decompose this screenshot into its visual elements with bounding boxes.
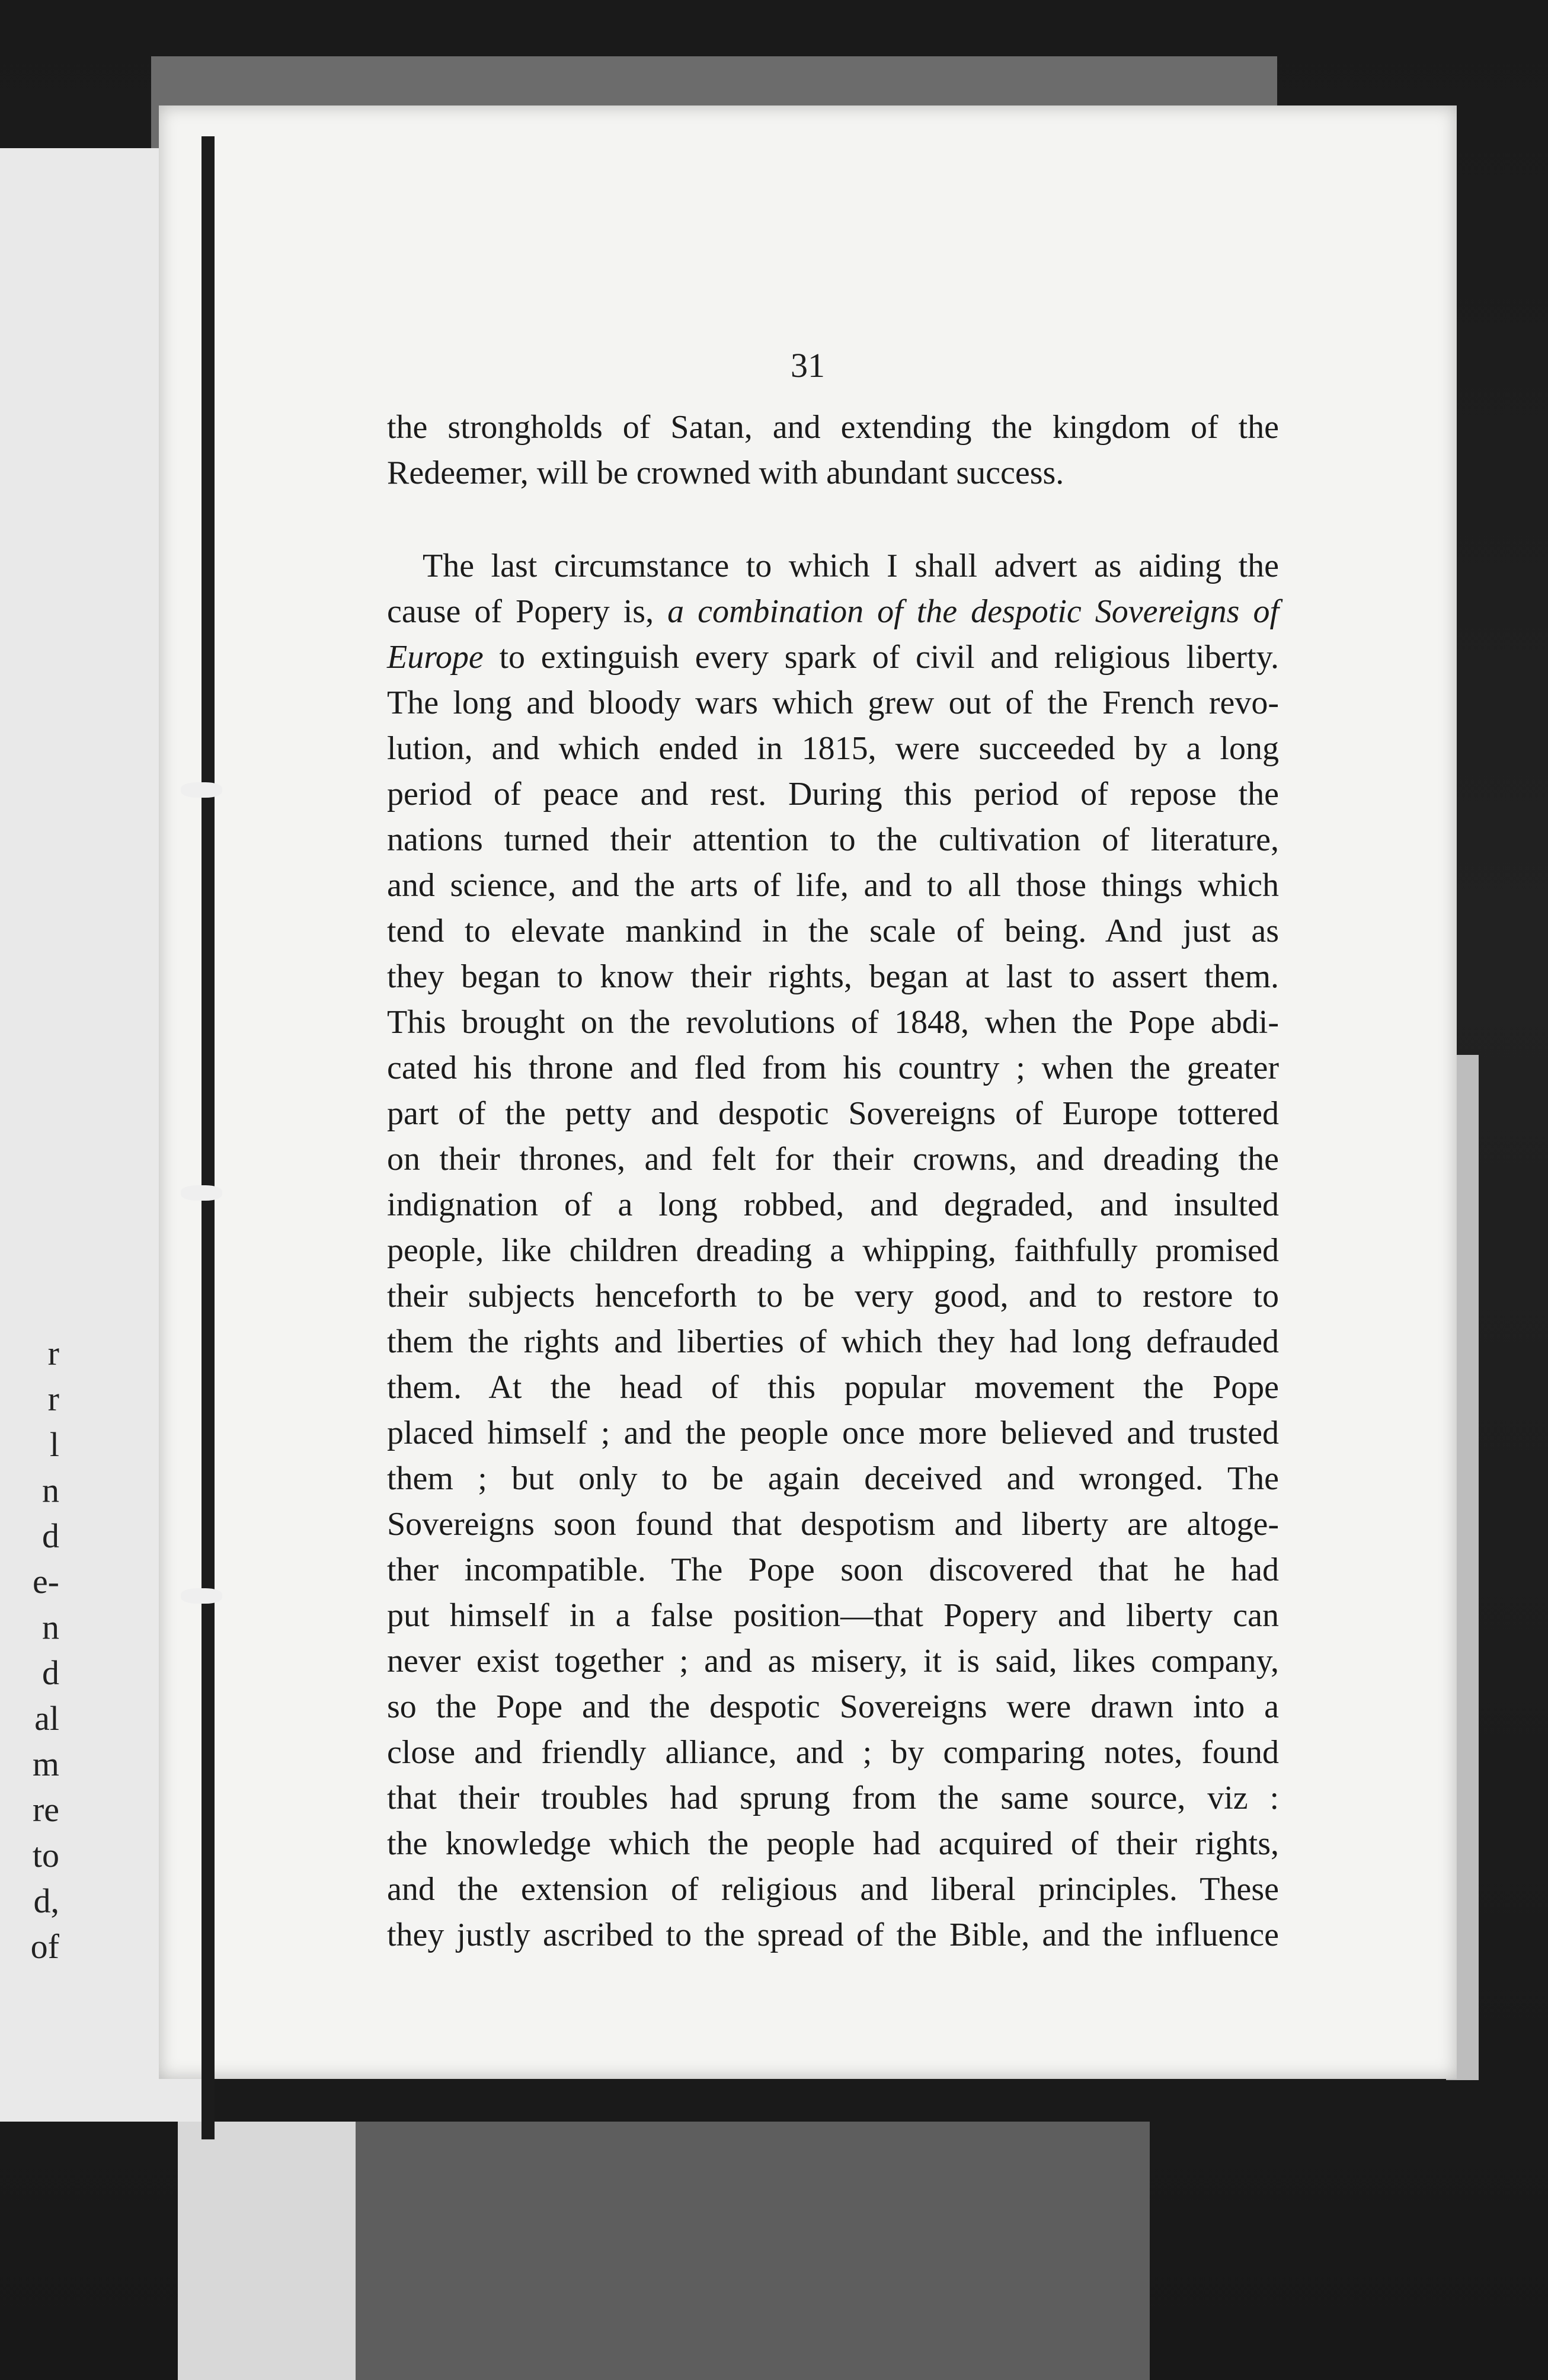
left-page-fragment: r [47,1334,59,1373]
text-line: so the Pope and the despotic Sovereigns were drawn into a [387,1688,1279,1725]
left-page-fragment: d [42,1653,59,1692]
left-page-fragment: d [42,1517,59,1555]
text-line: them the rights and liberties of which they had long defrauded [387,1323,1279,1360]
text-span: cause of Popery is, [387,593,668,630]
left-page-fragment: r [47,1380,59,1418]
italic-emphasis: Europe [387,639,484,676]
text-line: Redeemer, will be crowned with abundant success. [387,455,1064,491]
text-line: the strongholds of Satan, and extending the kingdom of the [387,409,1279,446]
text-line: that their troubles had sprung from the same source, viz : [387,1780,1279,1816]
text-span: to extinguish every spark of civil and religious liberty. [483,639,1279,676]
text-line: This brought on the revolutions of 1848, when the Pope abdi- [387,1004,1279,1041]
left-page-fragment: e- [32,1562,59,1601]
left-page-fragment: of [30,1927,59,1966]
left-page-fragment: d, [33,1882,59,1920]
text-line: The long and bloody wars which grew out of the French revo- [387,684,1279,721]
left-page-fragment: re [32,1790,59,1829]
left-page-fragment: to [32,1836,59,1874]
left-page-fragment: al [34,1699,59,1738]
text-line: The last circumstance to which I shall advert as aiding the [423,548,1279,584]
binding-stitch [181,782,222,798]
text-line: their subjects henceforth to be very good, and to restore to [387,1278,1279,1314]
text-line: Sovereigns soon found that despotism and liberty are altoge- [387,1506,1279,1543]
text-line: and the extension of religious and liberal principles. These [387,1871,1279,1908]
left-page-fragment: l [49,1425,59,1464]
text-line: nations turned their attention to the cultivation of literature, [387,821,1279,858]
left-page-fragment: n [42,1608,59,1646]
paragraph-gap [387,496,1279,543]
text-line: they justly ascribed to the spread of the Bible, and the influence [387,1917,1279,1953]
text-line: part of the petty and despotic Sovereigns of Europe tottered [387,1095,1279,1132]
left-page-fragment: n [42,1471,59,1509]
text-line: lution, and which ended in 1815, were succeeded by a long [387,730,1279,767]
text-line: they began to know their rights, began at last to assert them. [387,958,1279,995]
text-line: placed himself ; and the people once more believed and trusted [387,1415,1279,1451]
text-line: close and friendly alliance, and ; by comparing notes, found [387,1734,1279,1771]
text-line: the knowledge which the people had acquired of their rights, [387,1825,1279,1862]
page-number: 31 [791,346,825,385]
text-line: and science, and the arts of life, and to all those things which [387,867,1279,904]
page-body-text [387,405,1279,1958]
text-line: on their thrones, and felt for their crowns, and dreading the [387,1141,1279,1178]
text-line: put himself in a false position—that Popery and liberty can [387,1597,1279,1634]
book-page [159,105,1457,2079]
text-line: indignation of a long robbed, and degraded, and insulted [387,1186,1279,1223]
italic-emphasis: a combination of the despotic Sovereigns of [667,593,1279,630]
text-line: them ; but only to be again deceived and wronged. The [387,1460,1279,1497]
text-line: them. At the head of this popular movement the Pope [387,1369,1279,1406]
binding-stitch [181,1588,222,1604]
text-line: ther incompatible. The Pope soon discovered that he had [387,1552,1279,1588]
text-line: tend to elevate mankind in the scale of being. And just as [387,913,1279,949]
book-binding [202,136,215,2139]
text-line [387,589,1279,635]
left-page-text-fragments [0,1333,71,1985]
scanner-bottom-strip-light [178,2122,356,2380]
text-line: never exist together ; and as misery, it is said, likes company, [387,1643,1279,1680]
left-page-fragment: m [32,1745,59,1783]
text-line [387,635,1279,680]
text-line: people, like children dreading a whipping, faithfully promised [387,1232,1279,1269]
text-line: cated his throne and fled from his country ; when the greater [387,1050,1279,1086]
binding-stitch [181,1185,222,1201]
text-line: period of peace and rest. During this period of repose the [387,776,1279,812]
